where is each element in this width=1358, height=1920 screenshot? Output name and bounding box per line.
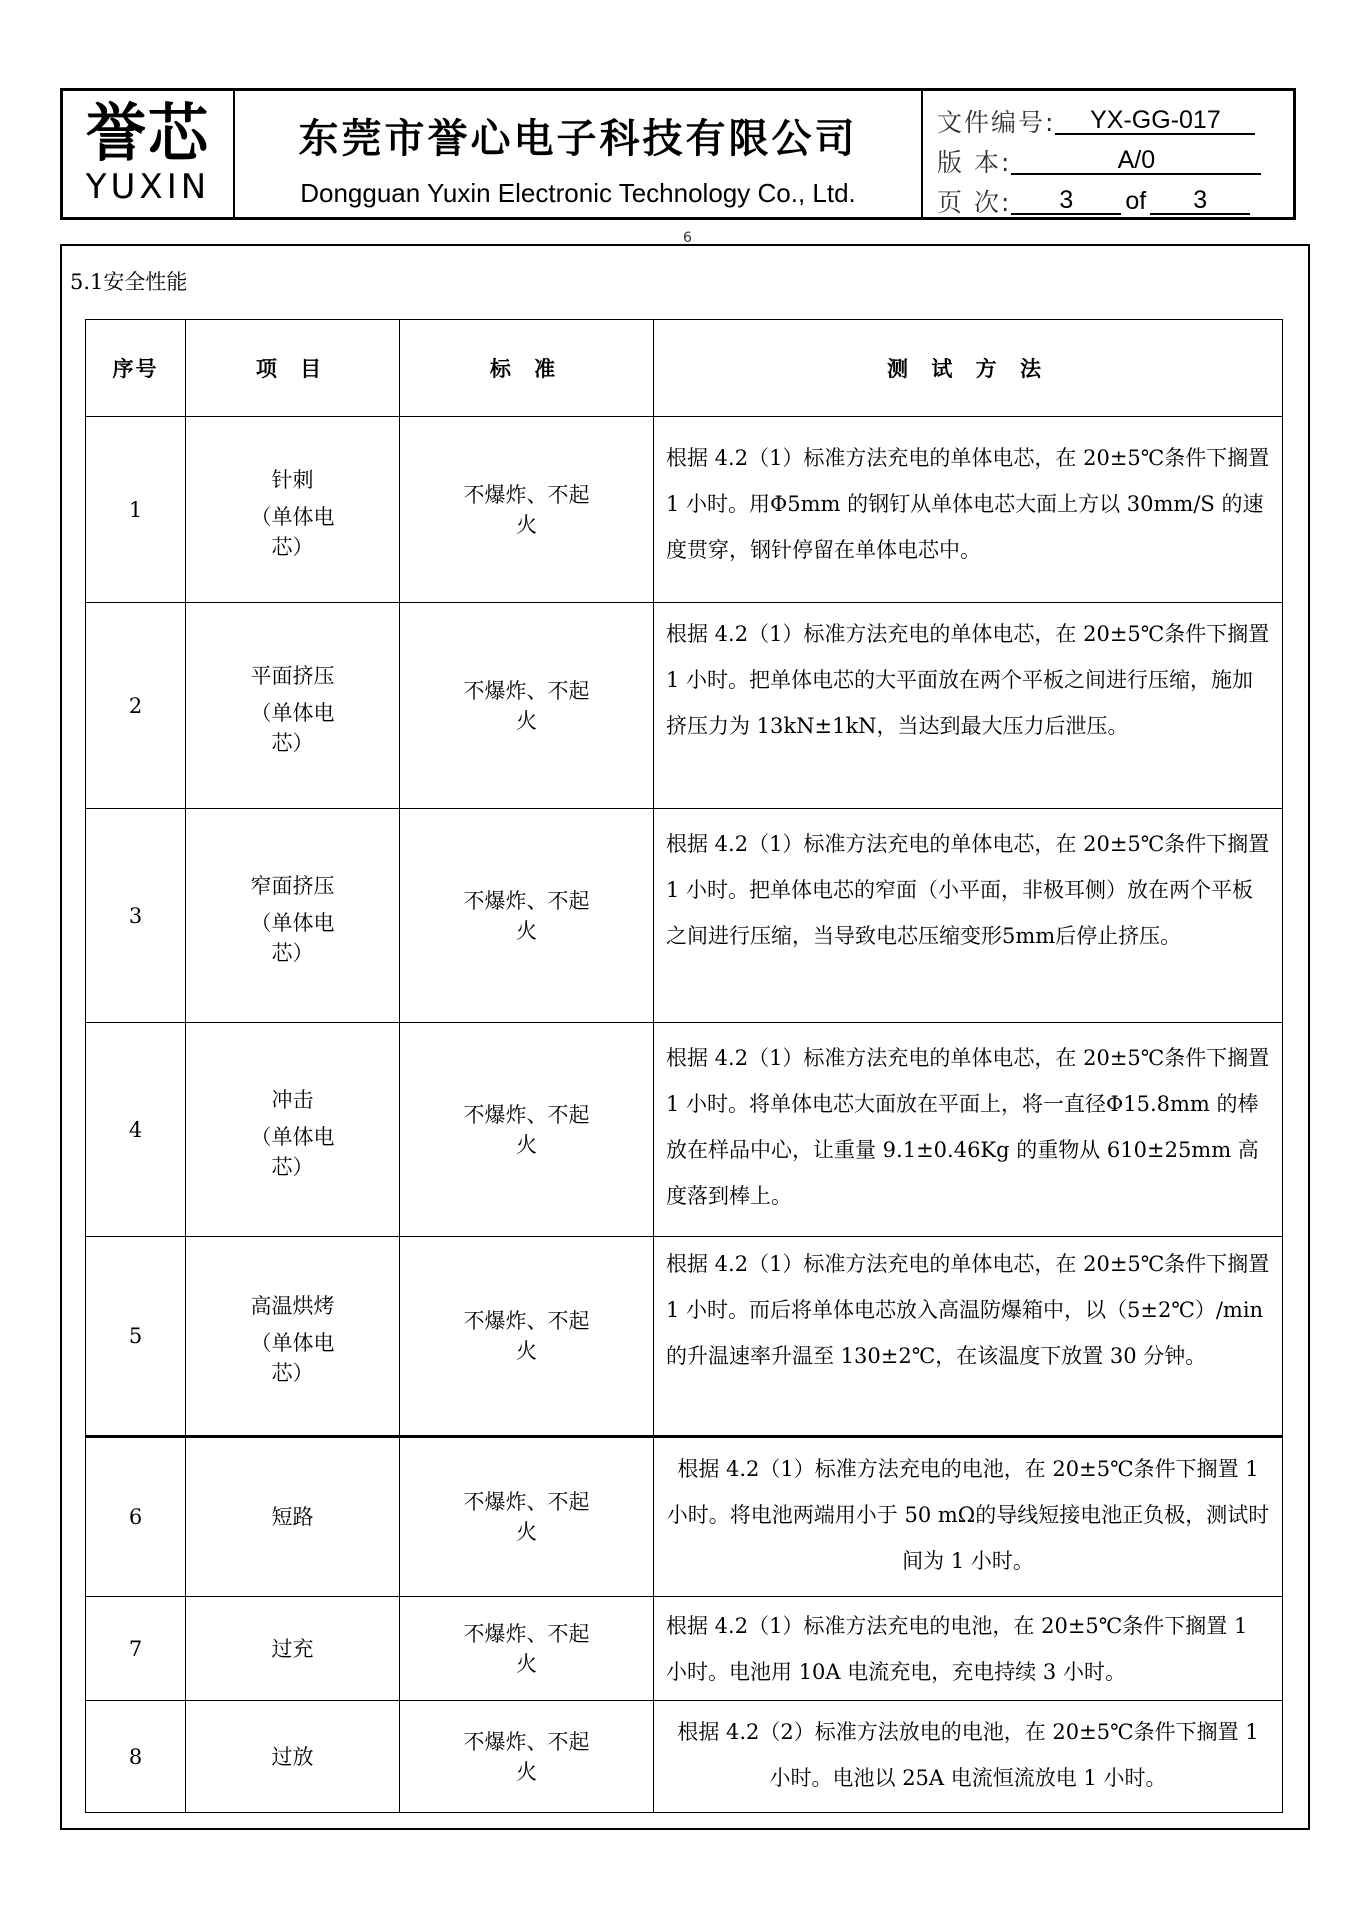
row-method: 根据 4.2（1）标准方法充电的单体电芯，在 20±5℃条件下搁置 1 小时。而后将单体电芯放入高温防爆箱中，以（5±2℃）/min 的升温速率升温至 130±2℃，在该温度下放置 30 分钟。 bbox=[654, 1237, 1283, 1437]
standard-text: 不爆炸、不起火 bbox=[463, 482, 590, 537]
doc-number-value: YX-GG-017 bbox=[1055, 107, 1255, 135]
item-name: 过充 bbox=[271, 1636, 314, 1661]
company-name-block bbox=[235, 91, 923, 217]
table-row bbox=[86, 1701, 1283, 1813]
page-row bbox=[937, 181, 1279, 221]
item-name: 平面挤压 bbox=[250, 663, 335, 688]
row-no: 2 bbox=[86, 603, 186, 809]
row-item bbox=[186, 809, 400, 1023]
row-standard bbox=[400, 1437, 654, 1597]
table-row bbox=[86, 603, 1283, 809]
doc-number-label: 文件编号: bbox=[937, 108, 1056, 137]
row-item bbox=[186, 1701, 400, 1813]
item-sub: （单体电芯） bbox=[250, 910, 335, 965]
row-method: 根据 4.2（2）标准方法放电的电池，在 20±5℃条件下搁置 1 小时。电池以 25A 电流恒流放电 1 小时。 bbox=[654, 1701, 1283, 1813]
item-name: 窄面挤压 bbox=[250, 873, 335, 898]
page-label: 页 次: bbox=[937, 188, 1012, 217]
page-of-word: of bbox=[1125, 186, 1147, 215]
row-standard bbox=[400, 1023, 654, 1237]
row-method: 根据 4.2（1）标准方法充电的单体电芯，在 20±5℃条件下搁置 1 小时。将单体电芯大面放在平面上，将一直径Φ15.8mm 的棒放在样品中心，让重量 9.1±0.46Kg 的重物从 610±25mm 高度落到棒上。 bbox=[654, 1023, 1283, 1237]
item-name: 针刺 bbox=[271, 467, 314, 492]
row-item bbox=[186, 417, 400, 603]
row-standard bbox=[400, 1597, 654, 1701]
row-no: 5 bbox=[86, 1237, 186, 1437]
header-method: 测 试 方 法 bbox=[654, 320, 1283, 417]
header-no: 序号 bbox=[86, 320, 186, 417]
row-method: 根据 4.2（1）标准方法充电的电池，在 20±5℃条件下搁置 1 小时。将电池两端用小于 50 mΩ的导线短接电池正负极，测试时间为 1 小时。 bbox=[654, 1437, 1283, 1597]
item-name: 过放 bbox=[271, 1744, 314, 1769]
safety-performance-table bbox=[85, 319, 1283, 1813]
standard-text: 不爆炸、不起火 bbox=[463, 888, 590, 943]
row-no: 1 bbox=[86, 417, 186, 603]
standard-text: 不爆炸、不起火 bbox=[463, 1729, 590, 1784]
header-item: 项 目 bbox=[186, 320, 400, 417]
row-method: 根据 4.2（1）标准方法充电的单体电芯，在 20±5℃条件下搁置 1 小时。把单体电芯的大平面放在两个平板之间进行压缩，施加挤压力为 13kN±1kN，当达到最大压力后泄压。 bbox=[654, 603, 1283, 809]
standard-text: 不爆炸、不起火 bbox=[463, 1621, 590, 1676]
item-name: 冲击 bbox=[271, 1087, 314, 1112]
row-no: 6 bbox=[86, 1437, 186, 1597]
row-standard bbox=[400, 417, 654, 603]
row-item bbox=[186, 1237, 400, 1437]
row-standard bbox=[400, 1701, 654, 1813]
logo-english-text: YUXIN bbox=[85, 167, 211, 207]
table-row bbox=[86, 1023, 1283, 1237]
header-standard: 标 准 bbox=[400, 320, 654, 417]
row-standard bbox=[400, 809, 654, 1023]
document-meta bbox=[923, 91, 1293, 217]
item-sub: （单体电芯） bbox=[250, 1124, 335, 1179]
row-no: 4 bbox=[86, 1023, 186, 1237]
item-name: 高温烘烤 bbox=[250, 1294, 335, 1318]
item-sub: （单体电芯） bbox=[250, 504, 335, 559]
standard-text: 不爆炸、不起火 bbox=[463, 1490, 590, 1544]
doc-number-row bbox=[937, 101, 1279, 141]
company-logo bbox=[63, 91, 235, 217]
standard-text: 不爆炸、不起火 bbox=[463, 1309, 590, 1363]
row-no: 8 bbox=[86, 1701, 186, 1813]
row-item bbox=[186, 1597, 400, 1701]
table-row bbox=[86, 809, 1283, 1023]
standard-text: 不爆炸、不起火 bbox=[463, 1102, 590, 1157]
item-sub: （单体电芯） bbox=[250, 700, 335, 755]
row-item bbox=[186, 1437, 400, 1597]
document-header bbox=[60, 88, 1296, 220]
row-item bbox=[186, 1023, 400, 1237]
standard-text: 不爆炸、不起火 bbox=[463, 678, 590, 733]
table-row bbox=[86, 417, 1283, 603]
version-value: A/0 bbox=[1011, 147, 1261, 175]
section-title: 5.1安全性能 bbox=[70, 270, 188, 294]
table-row bbox=[86, 1597, 1283, 1701]
item-sub: （单体电芯） bbox=[250, 1331, 335, 1385]
logo-chinese-text: 誉芯 bbox=[86, 97, 210, 171]
row-standard bbox=[400, 1237, 654, 1437]
row-method: 根据 4.2（1）标准方法充电的单体电芯，在 20±5℃条件下搁置 1 小时。把单体电芯的窄面（小平面，非极耳侧）放在两个平板之间进行压缩，当导致电芯压缩变形5mm后停止挤压。 bbox=[654, 809, 1283, 1023]
table-row bbox=[86, 1437, 1283, 1597]
page-current: 3 bbox=[1011, 187, 1121, 215]
table-header-row bbox=[86, 320, 1283, 417]
row-item bbox=[186, 603, 400, 809]
row-method: 根据 4.2（1）标准方法充电的单体电芯，在 20±5℃条件下搁置 1 小时。用Φ5mm 的钢钉从单体电芯大面上方以 30mm/S 的速度贯穿，钢针停留在单体电芯中。 bbox=[654, 417, 1283, 603]
company-name-chinese: 东莞市誉心电子科技有限公司 bbox=[298, 116, 858, 162]
row-standard bbox=[400, 603, 654, 809]
page-mark: 6 bbox=[683, 230, 692, 246]
page-total: 3 bbox=[1150, 187, 1250, 215]
row-no: 3 bbox=[86, 809, 186, 1023]
company-name-english: Dongguan Yuxin Electronic Technology Co., Ltd. bbox=[300, 178, 856, 208]
version-row bbox=[937, 141, 1279, 181]
table-row bbox=[86, 1237, 1283, 1437]
row-no: 7 bbox=[86, 1597, 186, 1701]
version-label: 版 本: bbox=[937, 148, 1012, 177]
item-name: 短路 bbox=[271, 1505, 314, 1529]
row-method: 根据 4.2（1）标准方法充电的电池，在 20±5℃条件下搁置 1 小时。电池用 10A 电流充电，充电持续 3 小时。 bbox=[654, 1597, 1283, 1701]
